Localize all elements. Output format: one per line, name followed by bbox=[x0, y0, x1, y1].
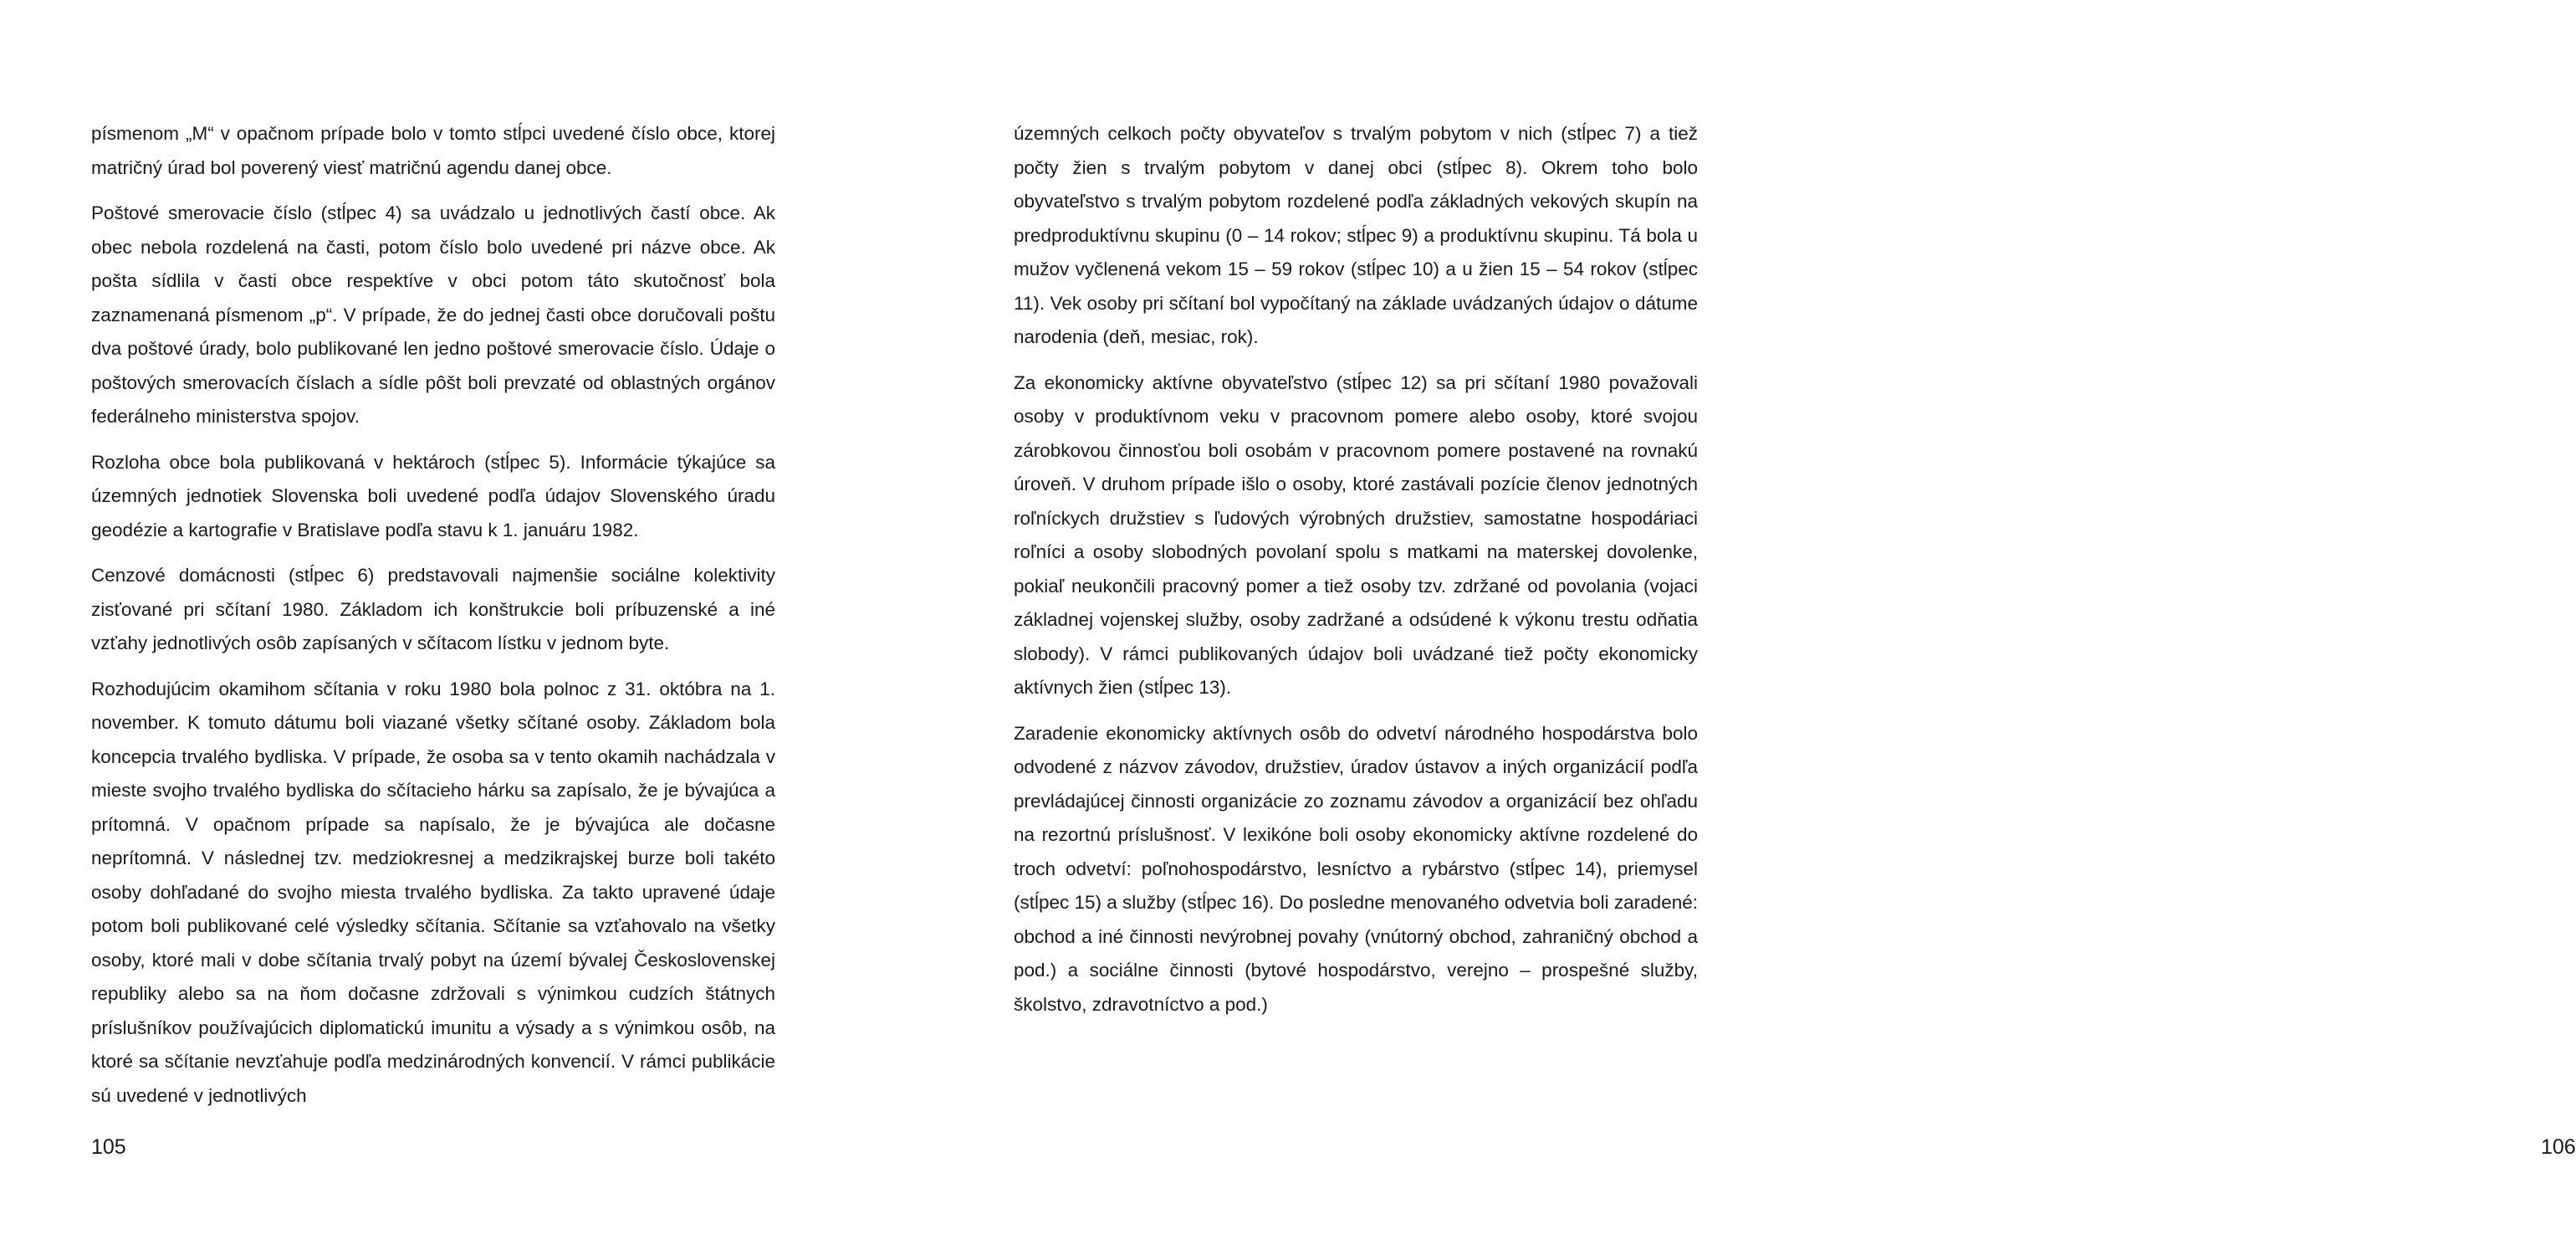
paragraph: územných celkoch počty obyvateľov s trvalým pobytom v nich (stĺpec 7) a tiež počty žien s trvalým pobytom v danej obci (stĺpec 8). Okrem toho bolo obyvateľstvo s trvalým pobytom rozdelené podľa základných vekových skupín na predproduktívnu skupinu (0 – 14 rokov; stĺpec 9) a produktívnu skupinu. Tá bola u mužov vyčlenená vekom 15 – 59 rokov (stĺpec 10) a u žien 15 – 54 rokov (stĺpec 11). Vek osoby pri sčítaní bol vypočítaný na základe uvádzaných údajov o dátume narodenia (deň, mesiac, rok). bbox=[1014, 123, 1698, 347]
paragraph: Rozloha obce bola publikovaná v hektároch (stĺpec 5). Informácie týkajúce sa územných jednotiek Slovenska boli uvedené podľa údajov Slovenského úradu geodézie a kartografie v Bratislave podľa stavu k 1. januáru 1982. bbox=[91, 451, 775, 540]
left-page bbox=[0, 0, 885, 1255]
paragraph: Rozhodujúcim okamihom sčítania v roku 1980 bola polnoc z 31. októbra na 1. november. K tomuto dátumu boli viazané všetky sčítané osoby. Základom bola koncepcia trvalého bydliska. V prípade, že osoba sa v tento okamih nachádzala v mieste svojho trvalého bydliska do sčítacieho hárku sa zapísalo, že je bývajúca a prítomná. V opačnom prípade sa napísalo, že je bývajúca ale dočasne neprítomná. V následnej tzv. medziokresnej a medzikrajskej burze boli takéto osoby dohľadané do svojho miesta trvalého bydliska. Za takto upravené údaje potom boli publikované celé výsledky sčítania. Sčítanie sa vzťahovalo na všetky osoby, ktoré mali v dobe sčítania trvalý pobyt na území bývalej Československej republiky alebo sa na ňom dočasne zdržovali s výnimkou cudzích štátnych príslušníkov používajúcich diplomatickú imunitu a výsady a s výnimkou osôb, na ktoré sa sčítanie nevzťahuje podľa medzinárodných konvencií. V rámci publikácie sú uvedené v jednotlivých bbox=[91, 678, 775, 1106]
paragraph: písmenom „M“ v opačnom prípade bolo v tomto stĺpci uvedené číslo obce, ktorej matričný úrad bol poverený viesť matričnú agendu danej obce. bbox=[91, 123, 775, 178]
right-page bbox=[885, 0, 2576, 1255]
paragraph: Cenzové domácnosti (stĺpec 6) predstavovali najmenšie sociálne kolektivity zisťované pri sčítaní 1980. Základom ich konštrukcie boli príbuzenské a iné vzťahy jednotlivých osôb zapísaných v sčítacom lístku v jednom byte. bbox=[91, 565, 775, 653]
paragraph: Zaradenie ekonomicky aktívnych osôb do odvetví národného hospodárstva bolo odvodené z názvov závodov, družstiev, úradov ústavov a iných organizácií podľa prevládajúcej činnosti organizácie zo zoznamu závodov a organizácií bez ohľadu na rezortnú príslušnosť. V lexikóne boli osoby ekonomicky aktívne rozdelené do troch odvetví: poľnohospodárstvo, lesníctvo a rybárstvo (stĺpec 14), priemysel (stĺpec 15) a služby (stĺpec 16). Do posledne menovaného odvetvia boli zaradené: obchod a iné činnosti nevýrobnej povahy (vnútorný obchod, zahraničný obchod a pod.) a sociálne činnosti (bytové hospodárstvo, verejno – prospešné služby, školstvo, zdravotníctvo a pod.) bbox=[1014, 722, 1698, 1015]
paragraph: Poštové smerovacie číslo (stĺpec 4) sa uvádzalo u jednotlivých častí obce. Ak obec nebola rozdelená na časti, potom číslo bolo uvedené pri názve obce. Ak pošta sídlila v časti obce respektíve v obci potom táto skutočnosť bola zaznamenaná písmenom „p“. V prípade, že do jednej časti obce doručovali poštu dva poštové úrady, bolo publikované len jedno poštové smerovacie číslo. Údaje o poštových smerovacích číslach a sídle pôšt boli prevzaté od oblastných orgánov federálneho ministerstva spojov. bbox=[91, 202, 775, 427]
right-page-text bbox=[1014, 117, 1698, 1033]
left-page-text bbox=[91, 117, 775, 1124]
page-number-left: 105 bbox=[91, 1135, 126, 1159]
paragraph: Za ekonomicky aktívne obyvateľstvo (stĺpec 12) sa pri sčítaní 1980 považovali osoby v produktívnom veku v pracovnom pomere alebo osoby, ktoré svojou zárobkovou činnosťou boli osobám v pracovnom pomere postavené na rovnakú úroveň. V druhom prípade išlo o osoby, ktoré zastávali pozície členov jednotných roľníckych družstiev s ľudových výrobných družstiev, samostatne hospodáriaci roľníci a osoby slobodných povolaní spolu s matkami na materskej dovolenke, pokiaľ neukončili pracovný pomer a tiež osoby tzv. zdržané od povolania (vojaci základnej vojenskej služby, osoby zadržané a odsúdené k výkonu trestu odňatia slobody). V rámci publikovaných údajov boli uvádzané tiež počty ekonomicky aktívnych žien (stĺpec 13). bbox=[1014, 371, 1698, 698]
page-number-right: 106 bbox=[2541, 1135, 2576, 1159]
